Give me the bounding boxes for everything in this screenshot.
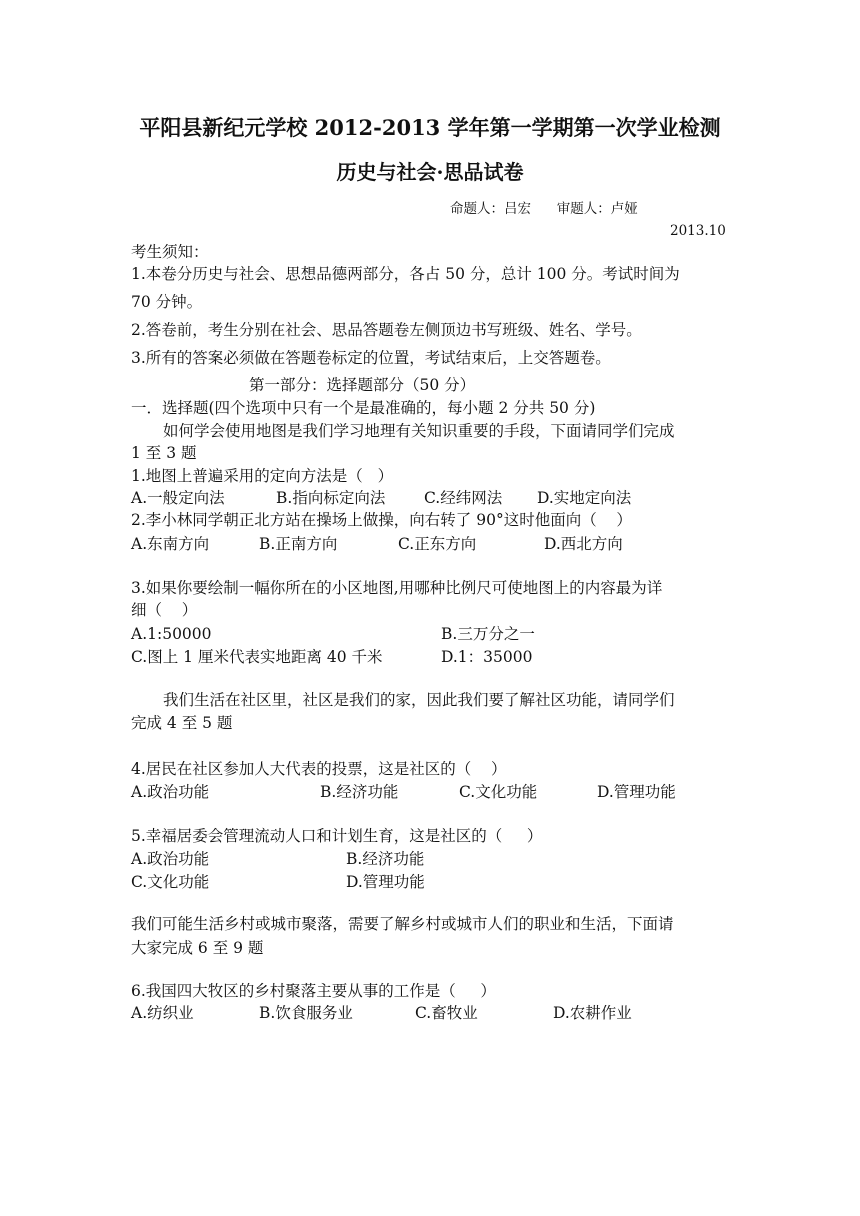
notice-item-3: 3.所有的答案必须做在答题卷标定的位置，考试结束后，上交答题卷。: [131, 349, 611, 367]
question-1-option-c: C.经纬网法: [424, 489, 503, 507]
question-5-option-c: C.文化功能: [131, 873, 210, 891]
question-2-stem: 2.李小林同学朝正北方站在操场上做操，向右转了 90°这时他面向（ ）: [131, 511, 632, 529]
question-2-option-a: A.东南方向: [131, 535, 210, 553]
intro-3-line-1: 我们可能生活乡村或城市聚落，需要了解乡村或城市人们的职业和生活，下面请: [131, 915, 674, 933]
question-2-option-c: C.正东方向: [398, 535, 477, 553]
question-2-option-b: B.正南方向: [259, 535, 338, 553]
question-1-option-d: D.实地定向法: [537, 489, 632, 507]
question-6-option-a: A.纺织业: [131, 1004, 194, 1022]
question-1-option-a: A.一般定向法: [131, 489, 225, 507]
intro-1-line-1: 如何学会使用地图是我们学习地理有关知识重要的手段，下面请同学们完成: [163, 422, 675, 440]
question-4-option-d: D.管理功能: [597, 783, 676, 801]
question-5-stem: 5.幸福居委会管理流动人口和计划生育，这是社区的（ ）: [131, 827, 543, 845]
notice-heading: 考生须知：: [131, 243, 209, 261]
question-5-option-a: A.政治功能: [131, 850, 210, 868]
author-line: 命题人：吕宏 审题人：卢娅: [450, 201, 638, 217]
notice-item-1: 1.本卷分历史与社会、思想品德两部分，各占 50 分，总计 100 分。考试时间为: [131, 265, 680, 283]
exam-date: 2013.10: [670, 223, 726, 239]
question-3-stem-cont: 细（ ）: [131, 601, 198, 619]
part1-heading: 第一部分：选择题部分（50 分）: [249, 376, 476, 394]
question-4-option-a: A.政治功能: [131, 783, 210, 801]
intro-3-line-2: 大家完成 6 至 9 题: [131, 939, 264, 957]
question-1-stem: 1.地图上普遍采用的定向方法是（ ）: [131, 467, 394, 485]
question-3-option-b: B.三万分之一: [441, 625, 535, 643]
question-5-option-b: B.经济功能: [346, 850, 425, 868]
intro-2-line-2: 完成 4 至 5 题: [131, 714, 233, 732]
notice-item-2: 2.答卷前，考生分别在社会、思品答题卷左侧顶边书写班级、姓名、学号。: [131, 321, 642, 339]
exam-title: 平阳县新纪元学校 2012-2013 学年第一学期第一次学业检测: [139, 115, 721, 140]
question-3-option-c: C.图上 1 厘米代表实地距离 40 千米: [131, 648, 383, 666]
question-6-option-b: B.饮食服务业: [259, 1004, 353, 1022]
intro-1-line-2: 1 至 3 题: [131, 444, 197, 462]
exam-subtitle: 历史与社会·思品试卷: [336, 160, 524, 184]
intro-2-line-1: 我们生活在社区里，社区是我们的家，因此我们要了解社区功能，请同学们: [163, 691, 675, 709]
question-1-option-b: B.指向标定向法: [276, 489, 386, 507]
question-4-option-c: C.文化功能: [459, 783, 538, 801]
question-6-option-d: D.农耕作业: [553, 1004, 632, 1022]
section-heading: 一．选择题(四个选项中只有一个是最准确的，每小题 2 分共 50 分): [131, 399, 596, 417]
question-6-option-c: C.畜牧业: [415, 1004, 478, 1022]
question-4-option-b: B.经济功能: [320, 783, 399, 801]
notice-item-1-cont: 70 分钟。: [131, 293, 203, 311]
question-3-option-d: D.1：35000: [441, 648, 533, 666]
question-3-option-a: A.1:50000: [131, 625, 212, 643]
question-4-stem: 4.居民在社区参加人大代表的投票，这是社区的（ ）: [131, 760, 507, 778]
question-6-stem: 6.我国四大牧区的乡村聚落主要从事的工作是（ ）: [131, 982, 496, 1000]
question-2-option-d: D.西北方向: [544, 535, 623, 553]
question-5-option-d: D.管理功能: [346, 873, 425, 891]
question-3-stem: 3.如果你要绘制一幅你所在的小区地图,用哪种比例尺可使地图上的内容最为详: [131, 579, 663, 597]
